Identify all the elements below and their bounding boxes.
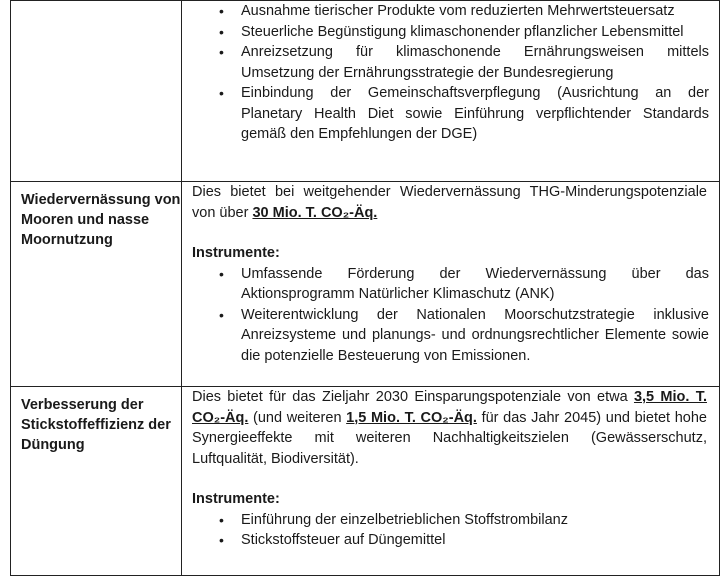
bullet-icon: • [219, 265, 224, 282]
row-label: Wiedervernässung von Mooren und nasse Moornutzung [11, 182, 182, 387]
row-label-empty [11, 1, 182, 182]
bullet-icon: • [219, 44, 224, 60]
list-item: • Weiterentwicklung der Nationalen Moorschutzstrategie inklusive Anreizsysteme und planungs- und ordnungsrechtlicher Elemente sowie die potenzielle Besteuerung von Emissionen. [219, 306, 709, 364]
list-item: • Ausnahme tierischer Produkte vom reduzierten Mehrwertsteuersatz [192, 1, 719, 22]
list-item: • Umfassende Förderung der Wiedervernässung über das Aktionsprogramm Natürlicher Klimaschutz (ANK) [219, 265, 709, 302]
table-row [11, 182, 720, 387]
bullet-icon: • [219, 3, 224, 19]
bullet-icon: • [219, 23, 224, 40]
row-content [182, 182, 720, 387]
potential-value-2030: 3,5 Mio. T. CO₂-Äq. [192, 389, 707, 426]
list-item: • Steuerliche Begünstigung klimaschonender pflanzlicher Lebensmittel [192, 22, 719, 43]
table-row [11, 1, 720, 182]
instrument-list [192, 510, 719, 551]
bullet-icon: • [219, 532, 224, 548]
bullet-icon: • [219, 511, 224, 528]
instruments-heading: Instrumente: [192, 491, 280, 507]
description: Dies bietet für das Zieljahr 2030 Einsparungspotenziale von etwa 3,5 Mio. T. CO₂-Äq. (und weiteren 1,5 Mio. T. CO₂-Äq. für das Jahr 2045) und bietet hohe Synergieeffekte mit weiteren Nachhaltigkeitszielen (Gewässerschutz, Luftqualität, Biodiversität). [192, 389, 707, 467]
list-item: • Einführung der einzelbetrieblichen Stoffstrombilanz [192, 510, 719, 531]
list-item: • Einbindung der Gemeinschaftsverpflegung (Ausrichtung an der Planetary Health Diet sowie Einführung verpflichtender Standards gemäß den Empfehlungen der DGE) [219, 85, 709, 142]
instrument-list [192, 264, 719, 367]
potential-value: 30 Mio. T. CO₂-Äq. [252, 204, 378, 221]
row-label: Verbesserung der Stickstoffeffizienz der Düngung [11, 387, 182, 576]
potential-value-2045: 1,5 Mio. T. CO₂-Äq. [346, 409, 477, 426]
table-row [11, 387, 720, 576]
description: Dies bietet bei weitgehender Wiedervernässung THG-Minderungspotenziale von über 30 Mio. T. CO₂-Äq. [192, 184, 707, 221]
measures-table [10, 0, 720, 576]
row-content [182, 1, 720, 182]
bullet-icon: • [219, 306, 224, 323]
row-content [182, 387, 720, 576]
bullet-icon: • [219, 85, 224, 101]
instruments-heading: Instrumente: [192, 245, 280, 261]
list-item: • Anreizsetzung für klimaschonende Ernährungsweisen mittels Umsetzung der Ernährungsstrategie der Bundesregierung [219, 44, 709, 81]
list-item: • Stickstoffsteuer auf Düngemittel [192, 530, 719, 551]
instrument-list [192, 1, 719, 145]
